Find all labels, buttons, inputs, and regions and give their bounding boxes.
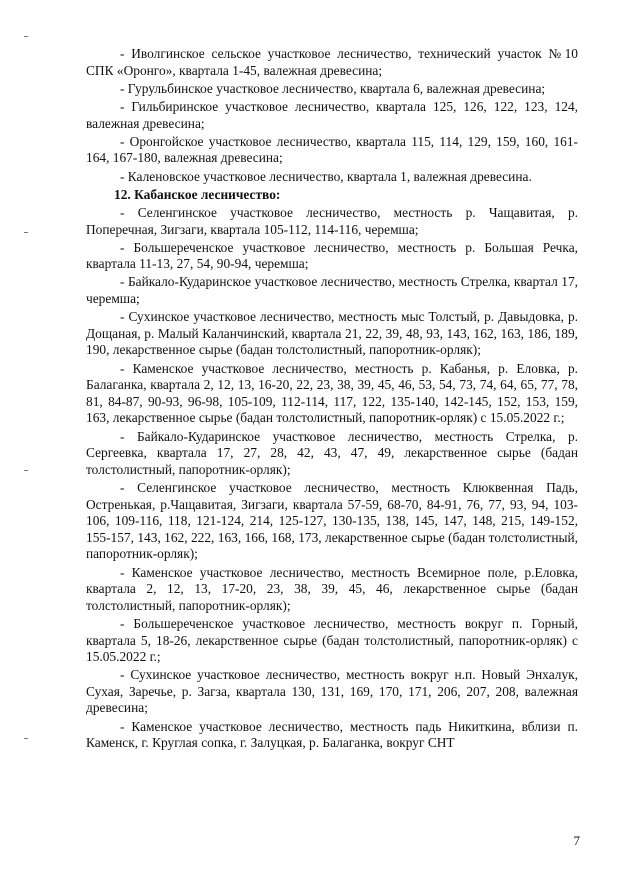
paragraph-baikalo-kudarinskoe-1: - Байкало-Кударинское участковое лесничество, местность Стрелка, квартал 17, черемша; — [86, 274, 578, 307]
paragraph-gilbirinskoe: - Гильбиринское участковое лесничество, квартала 125, 126, 122, 123, 124, валежная древесина; — [86, 98, 578, 131]
margin-mark — [24, 470, 28, 471]
margin-mark — [24, 232, 28, 233]
document-body — [86, 46, 578, 753]
paragraph-selenginskoe-2: - Селенгинское участковое лесничество, местность Клюквенная Падь, Остренькая, р.Чащавитая, Зигзаги, квартала 57-59, 68-70, 84-91, 76, 77, 93, 94, 103-106, 109-116, 118, 121-124, 214, 125-127, 130-135, 138, 145, 147, 148, 215, 149-152, 155-157, 143, 162, 222, 163, 166, 168, 173, лекарственное сырье (бадан толстолистный, папоротник-орляк); — [86, 479, 578, 562]
paragraph-orongoiskoe: - Оронгойское участковое лесничество, квартала 115, 114, 129, 159, 160, 161- 164, 167-180, валежная древесина; — [86, 133, 578, 166]
paragraph-bolsherechenskoe-1: - Большереченское участковое лесничество, местность р. Большая Речка, квартала 11-13, 27, 54, 90-94, черемша; — [86, 239, 578, 272]
section-heading-kabanskoe: 12. Кабанское лесничество: — [114, 186, 281, 202]
paragraph-baikalo-kudarinskoe-2: - Байкало-Кударинское участковое лесничество, местность Стрелка, р. Сергеевка, квартала 17, 27, 28, 42, 43, 47, 49, лекарственное сырье (бадан толстолистный, папоротник-орляк); — [86, 428, 578, 477]
page-number: 7 — [573, 833, 580, 848]
margin-mark — [24, 36, 28, 37]
paragraph-kamenskoe-2: - Каменское участковое лесничество, местность Всемирное поле, р.Еловка, квартала 2, 12, 13, 17-20, 23, 38, 39, 45, 46, лекарственное сырье (бадан толстолистный, папоротник-орляк); — [86, 564, 578, 613]
paragraph-bolsherechenskoe-2: - Большереченское участковое лесничество, местность вокруг п. Горный, квартала 5, 18-26, лекарственное сырье (бадан толстолистный, папоротник-орляк) с 15.05.2022 г.; — [86, 615, 578, 665]
paragraph-gurulbinskoe: - Гурульбинское участковое лесничество, квартала 6, валежная древесина; — [120, 80, 546, 96]
paragraph-ivolginskoe: - Иволгинское сельское участковое лесничество, технический участок №10 СПК «Оронго», квартала 1-45, валежная древесина; — [86, 46, 578, 78]
paragraph-kamenskoe-3: - Каменское участковое лесничество, местность падь Никиткина, вблизи п. Каменск, г. Круглая сопка, г. Залуцкая, р. Балаганка, вокруг СНТ — [86, 718, 578, 751]
paragraph-kamenskoe-1: - Каменское участковое лесничество, местность р. Кабанья, р. Еловка, р. Балаганка, квартала 2, 12, 13, 16-20, 22, 23, 38, 39, 45, 46, 53, 54, 73, 74, 64, 65, 77, 78, 81, 84-87, 90-93, 96-98, 105-109, 112-114, 117, 122, 135-140, 142-145, 152, 153, 159, 163, лекарственное сырье (бадан толстолистный, папоротник-орляк) с 15.05.2022 г.; — [86, 360, 578, 426]
paragraph-sukhinskoe-2: - Сухинское участковое лесничество, местность вокруг н.п. Новый Энхалук, Сухая, Заречье, р. Загза, квартала 130, 131, 169, 170, 171, 206, 207, 208, валежная древесина; — [86, 667, 578, 716]
paragraph-selenginskoe-1: - Селенгинское участковое лесничество, местность р. Чащавитая, р. Поперечная, Зигзаги, квартала 105-112, 114-116, черемша; — [86, 204, 578, 237]
paragraph-kalenovskoe: - Каленовское участковое лесничество, квартала 1, валежная древесина. — [120, 168, 532, 184]
margin-mark — [24, 738, 28, 739]
paragraph-sukhinskoe-1: - Сухинское участковое лесничество, местность мыс Толстый, р. Давыдовка, р. Дощаная, р. Малый Каланчинский, квартала 21, 22, 39, 48, 93, 143, 162, 163, 186, 189, 190, лекарственное сырье (бадан толстолистный, папоротник-орляк); — [86, 309, 578, 358]
